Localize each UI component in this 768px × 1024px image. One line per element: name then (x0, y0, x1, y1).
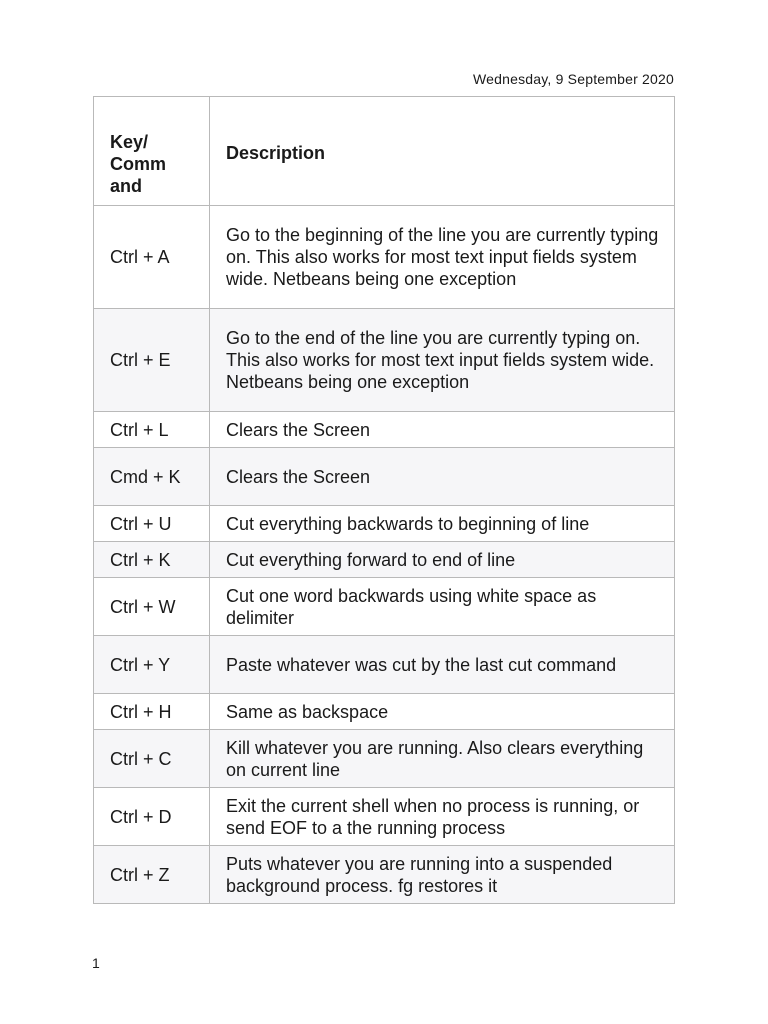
column-header-key-label: Key/ Comm and (110, 132, 167, 196)
shortcut-description: Clears the Screen (210, 448, 675, 506)
table-row (94, 730, 675, 788)
shortcut-key: Ctrl + Z (94, 846, 210, 904)
shortcut-description: Cut everything backwards to beginning of line (210, 506, 675, 542)
shortcut-key: Cmd + K (94, 448, 210, 506)
shortcut-description: Same as backspace (210, 694, 675, 730)
table-row (94, 506, 675, 542)
shortcut-key: Ctrl + H (94, 694, 210, 730)
table-row (94, 412, 675, 448)
column-header-description-label: Description (226, 143, 326, 163)
shortcut-key: Ctrl + W (94, 578, 210, 636)
shortcut-key: Ctrl + K (94, 542, 210, 578)
table-row (94, 448, 675, 506)
table-row (94, 206, 675, 309)
shortcut-key: Ctrl + D (94, 788, 210, 846)
shortcut-key: Ctrl + A (94, 206, 210, 309)
shortcut-description: Go to the beginning of the line you are currently typing on. This also works for most text input fields system wide. Netbeans being one exception (210, 206, 675, 309)
table-header-row (94, 97, 675, 206)
shortcut-key: Ctrl + U (94, 506, 210, 542)
column-header-description (210, 97, 675, 206)
document-date: Wednesday, 9 September 2020 (472, 71, 674, 87)
table-row (94, 542, 675, 578)
table-row (94, 578, 675, 636)
shortcut-description: Cut one word backwards using white space as delimiter (210, 578, 675, 636)
column-header-key (94, 97, 210, 206)
page-number: 1 (92, 955, 100, 971)
table-row (94, 309, 675, 412)
shortcut-key: Ctrl + Y (94, 636, 210, 694)
shortcut-description: Clears the Screen (210, 412, 675, 448)
table-row (94, 636, 675, 694)
shortcut-description: Cut everything forward to end of line (210, 542, 675, 578)
table-row (94, 788, 675, 846)
shortcut-key: Ctrl + E (94, 309, 210, 412)
shortcut-description: Exit the current shell when no process is running, or send EOF to a the running process (210, 788, 675, 846)
shortcut-key: Ctrl + C (94, 730, 210, 788)
table-row (94, 694, 675, 730)
shortcut-description: Puts whatever you are running into a suspended background process. fg restores it (210, 846, 675, 904)
shortcut-description: Paste whatever was cut by the last cut command (210, 636, 675, 694)
shortcuts-table (93, 96, 675, 904)
shortcut-description: Go to the end of the line you are currently typing on. This also works for most text input fields system wide. Netbeans being one exception (210, 309, 675, 412)
table-row (94, 846, 675, 904)
shortcut-key: Ctrl + L (94, 412, 210, 448)
shortcut-description: Kill whatever you are running. Also clears everything on current line (210, 730, 675, 788)
